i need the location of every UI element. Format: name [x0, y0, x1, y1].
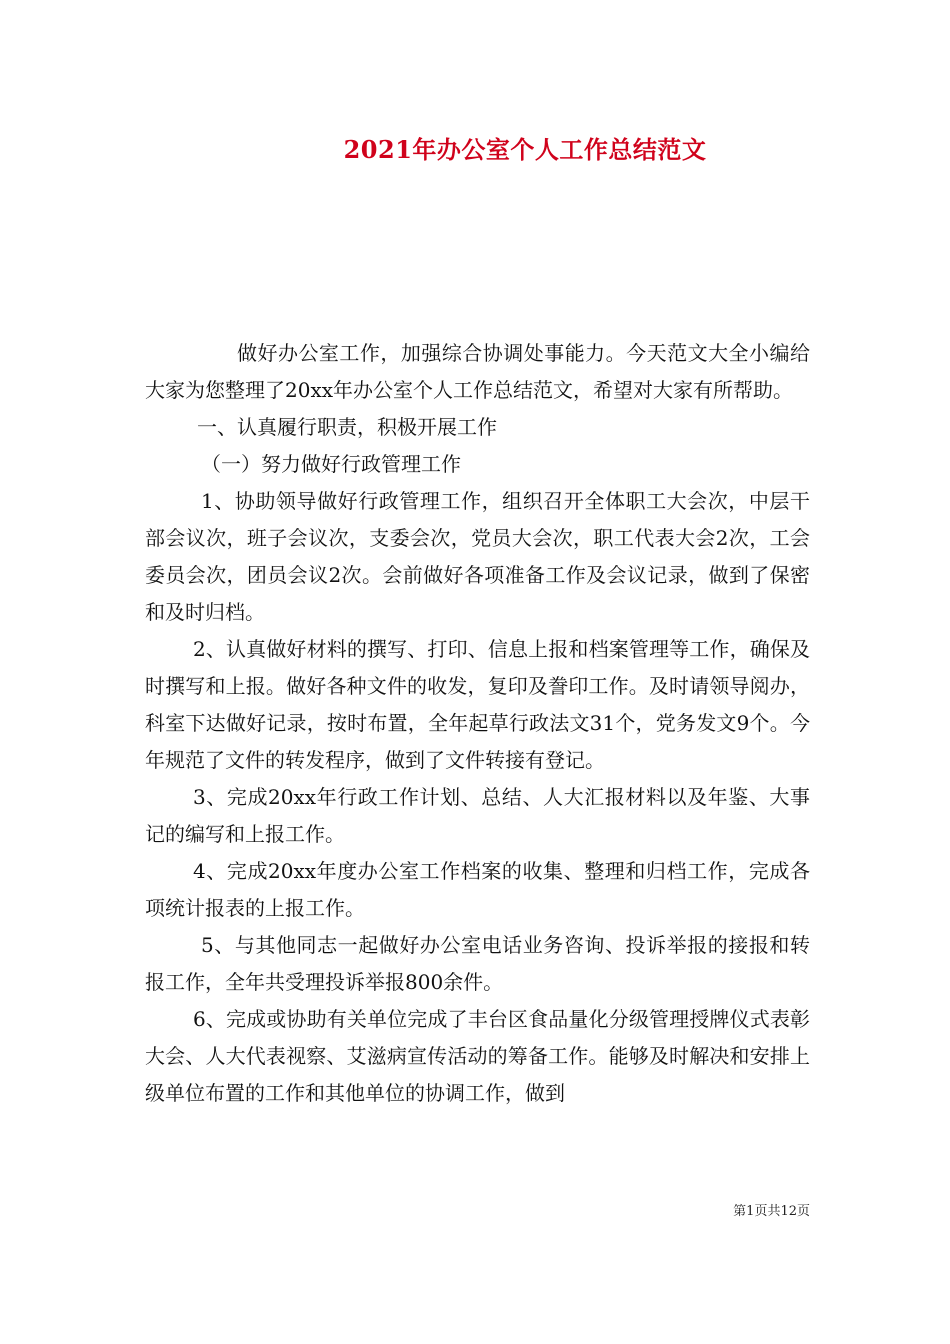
item-paragraph-1: 1、协助领导做好行政管理工作，组织召开全体职工大会次，中层干部会议次，班子会议次，支委会次，党员大会次，职工代表大会2次，工会委员会次，团员会议2次。会前做好各项准备工作及会议记录，做到了保密和及时归档。 [145, 489, 810, 624]
document-body [145, 335, 810, 1112]
subsection-heading-1: （一）努力做好行政管理工作 [201, 452, 461, 476]
item-paragraph-3: 3、完成20xx年行政工作计划、总结、人大汇报材料以及年鉴、大事记的编写和上报工作。 [145, 785, 810, 846]
document-title: 2021年办公室个人工作总结范文 [343, 135, 707, 164]
intro-paragraph: 做好办公室工作，加强综合协调处事能力。今天范文大全小编给大家为您整理了20xx年办公室个人工作总结范文，希望对大家有所帮助。 [145, 341, 810, 402]
section-heading-1: 一、认真履行职责，积极开展工作 [197, 415, 497, 439]
item-paragraph-5: 5、与其他同志一起做好办公室电话业务咨询、投诉举报的接报和转报工作，全年共受理投诉举报800余件。 [145, 933, 810, 994]
item-paragraph-2: 2、认真做好材料的撰写、打印、信息上报和档案管理等工作，确保及时撰写和上报。做好各种文件的收发，复印及誊印工作。及时请领导阅办，科室下达做好记录，按时布置，全年起草行政法文31个，党务发文9个。今年规范了文件的转发程序，做到了文件转接有登记。 [145, 637, 810, 772]
item-paragraph-4: 4、完成20xx年度办公室工作档案的收集、整理和归档工作，完成各项统计报表的上报工作。 [145, 859, 810, 920]
page-number: 第1页共12页 [733, 1204, 810, 1219]
item-paragraph-6: 6、完成或协助有关单位完成了丰台区食品量化分级管理授牌仪式表彰大会、人大代表视察、艾滋病宣传活动的筹备工作。能够及时解决和安排上级单位布置的工作和其他单位的协调工作，做到 [145, 1007, 810, 1105]
